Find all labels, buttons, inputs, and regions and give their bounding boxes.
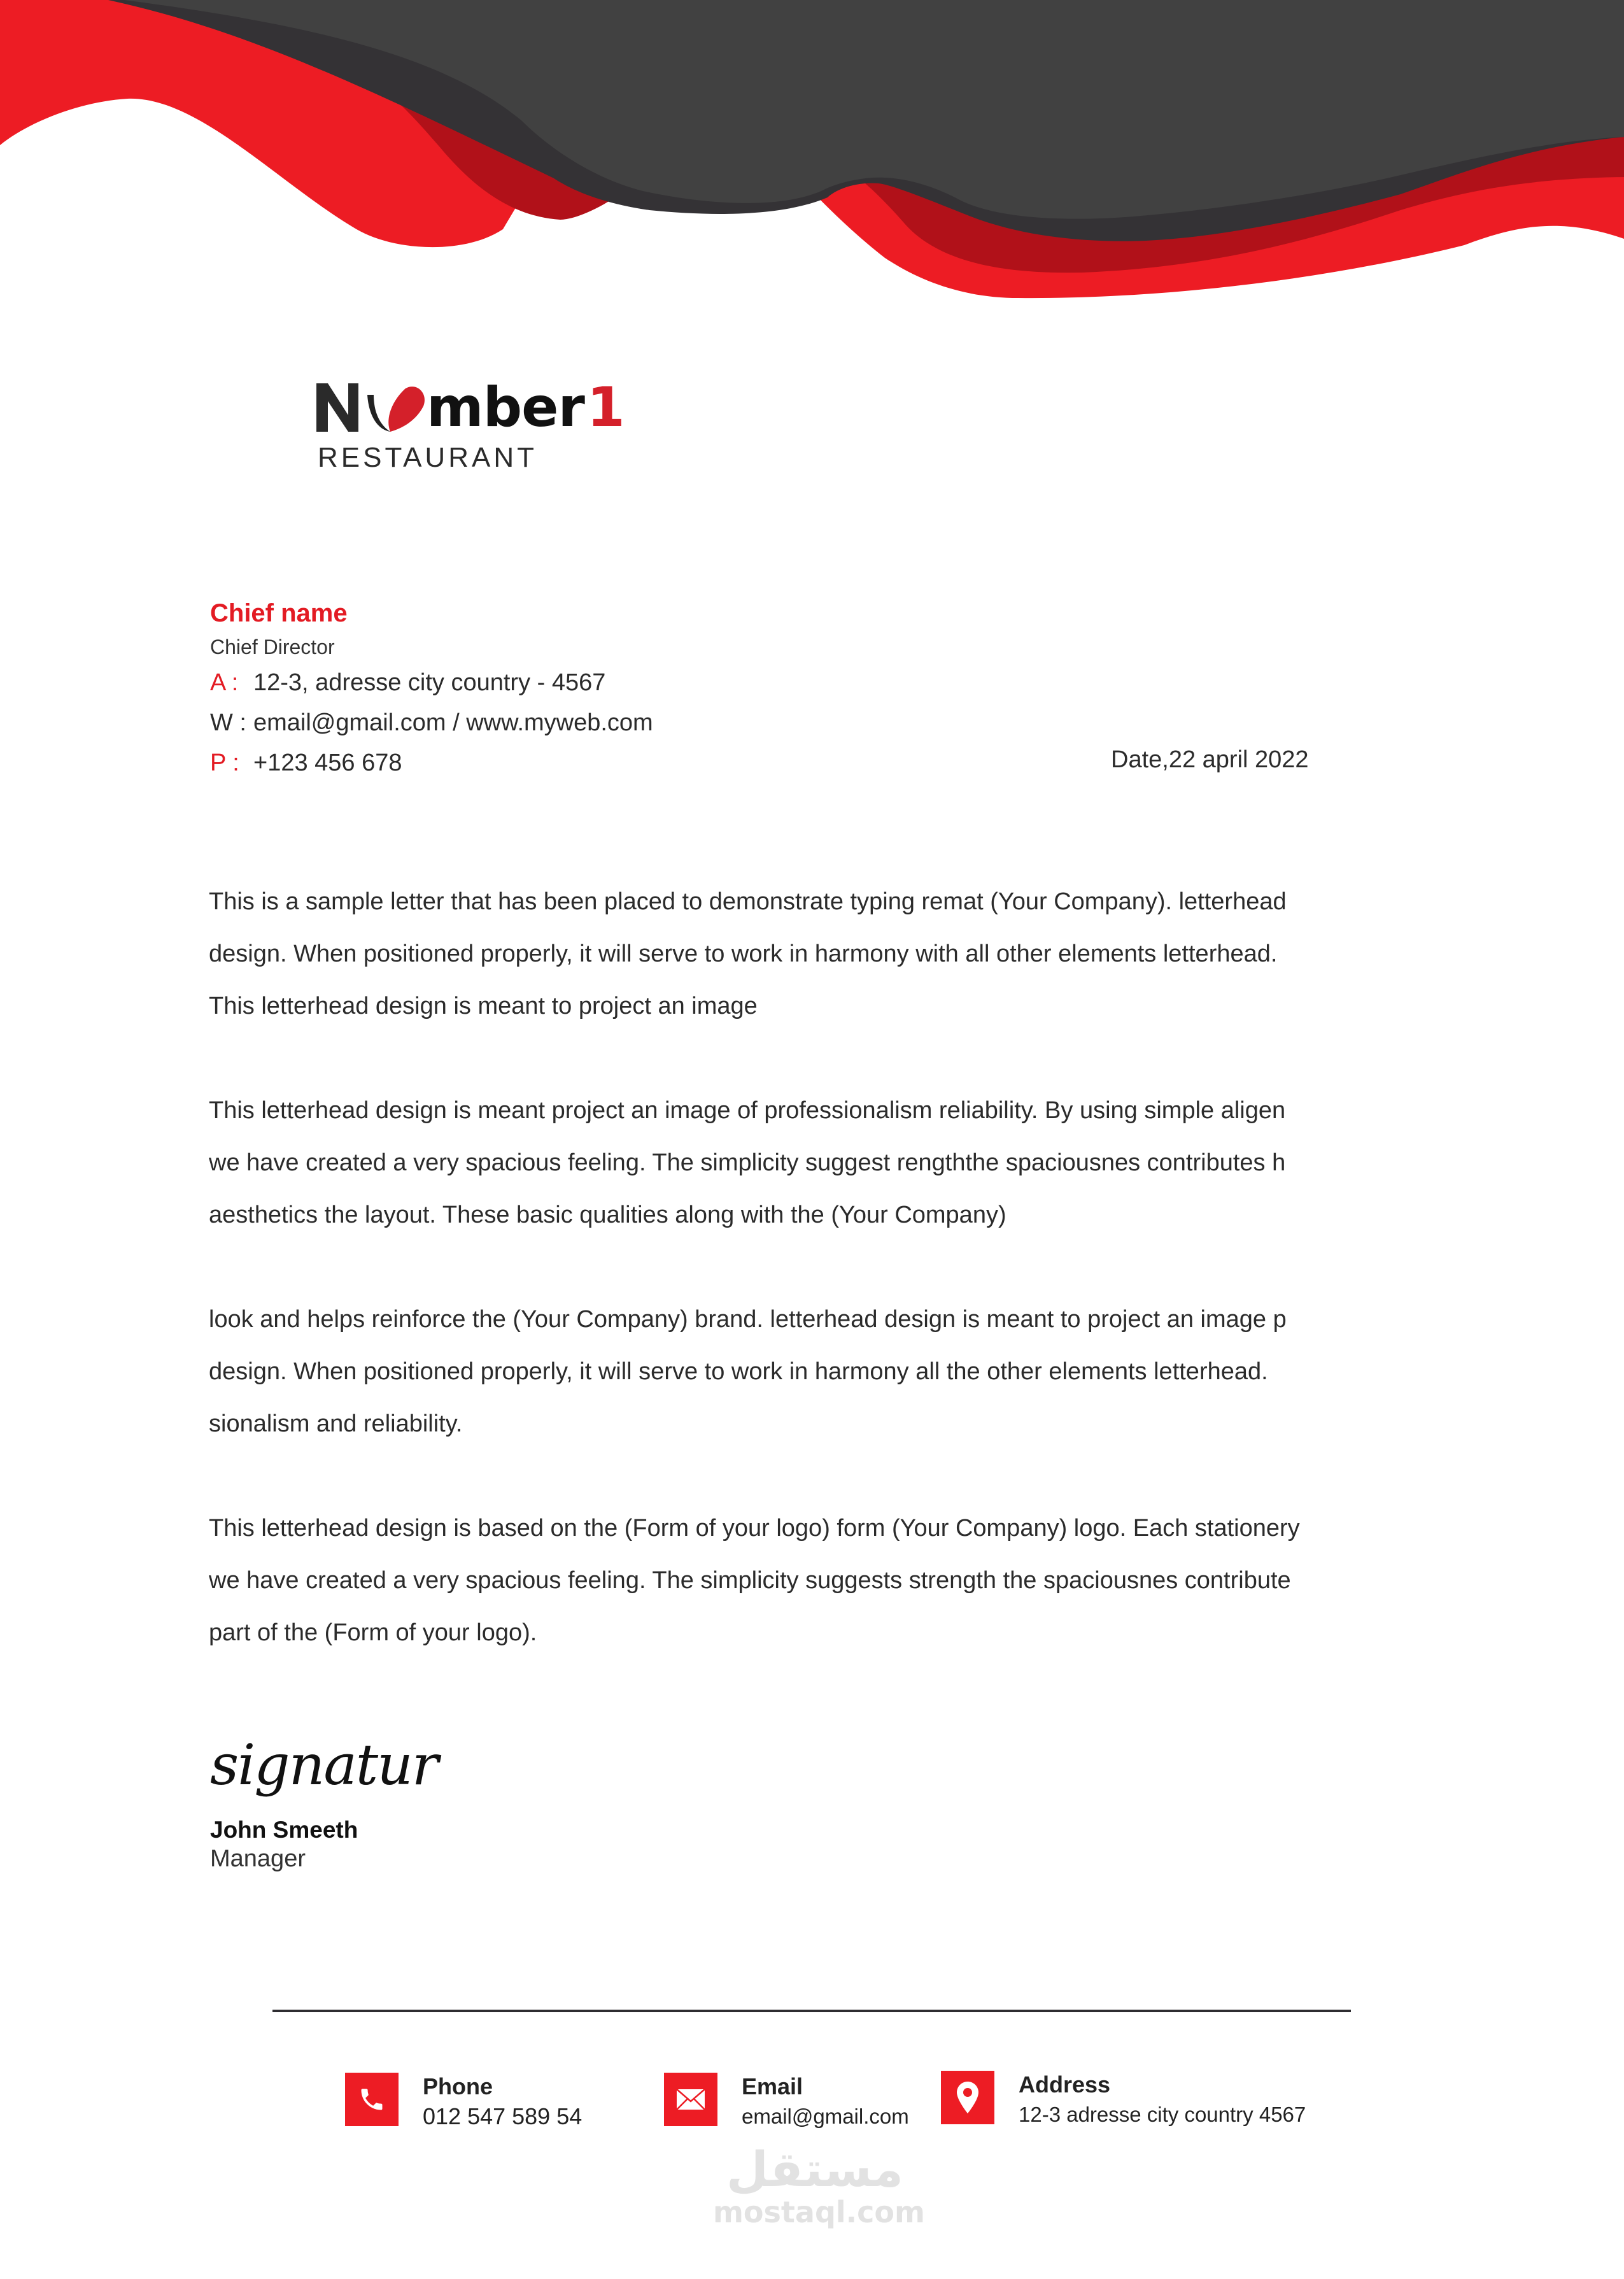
phone-value: +123 456 678 [253, 749, 402, 776]
letter-body [209, 876, 1457, 1711]
paragraph-line: we have created a very spacious feeling. The simplicity suggests strength the spaciousnes contribute [209, 1567, 1291, 1594]
sender-title: Chief Director [210, 635, 335, 658]
paragraph-line: design. When positioned properly, it will serve to work in harmony with all other elements letterhead. [209, 941, 1278, 967]
paragraph [209, 1502, 1457, 1659]
envelope-icon [664, 2073, 717, 2126]
sender-phone [210, 743, 653, 783]
footer-phone-label: Phone [423, 2073, 493, 2099]
paragraph-line: aesthetics the layout. These basic qualities along with the (Your Company) [209, 1202, 1006, 1228]
watermark-arabic: مستقل [726, 2141, 903, 2197]
footer-email-value[interactable]: email@gmail.com [742, 2105, 909, 2128]
logo-wordmark [315, 376, 625, 439]
footer-phone-value: 012 547 589 54 [423, 2103, 583, 2129]
footer-address-text [1019, 2071, 1306, 2131]
paragraph [209, 1084, 1457, 1241]
logo-subtitle: RESTAURANT [318, 442, 537, 473]
paragraph-line: This is a sample letter that has been placed to demonstrate typing remat (Your Company). letterhead [209, 888, 1287, 915]
logo-n-u-glyph-icon [315, 382, 427, 433]
footer-address-value: 12-3 adresse city country 4567 [1019, 2103, 1306, 2126]
footer-phone [345, 2073, 582, 2133]
sender-block [210, 595, 653, 783]
paragraph-line: This letterhead design is meant to project an image [209, 993, 758, 1019]
paragraph-line: This letterhead design is based on the (Form of your logo) form (Your Company) logo. Each stationery [209, 1515, 1300, 1542]
footer-email [664, 2073, 909, 2133]
sender-web [210, 703, 653, 743]
web-value[interactable]: email@gmail.com / www.myweb.com [253, 709, 653, 736]
paragraph-line: sionalism and reliability. [209, 1410, 463, 1437]
paragraph-line: part of the (Form of your logo). [209, 1619, 537, 1646]
paragraph-line: This letterhead design is meant project an image of professionalism reliability. By using simple aligen [209, 1097, 1286, 1124]
signer-role: Manager [210, 1845, 306, 1872]
letter-date: Date,22 april 2022 [1111, 746, 1309, 773]
paragraph-line: look and helps reinforce the (Your Company) brand. letterhead design is meant to project an image p [209, 1306, 1287, 1333]
paragraph [209, 876, 1457, 1032]
sender-name: Chief name [210, 599, 348, 627]
footer-email-label: Email [742, 2073, 803, 2099]
footer-address-label: Address [1019, 2071, 1111, 2098]
paragraph-line: we have created a very spacious feeling. The simplicity suggest rengththe spaciousnes contributes h [209, 1149, 1286, 1176]
footer-email-text [742, 2073, 909, 2133]
phone-icon [345, 2073, 399, 2126]
address-value: 12-3, adresse city country - 4567 [253, 669, 606, 696]
logo-word-part: mber [427, 376, 584, 439]
watermark [713, 2141, 925, 2229]
phone-label: P : [210, 749, 239, 776]
map-pin-icon [941, 2071, 994, 2124]
header-wave-decoration [0, 0, 1624, 318]
address-label: A : [210, 669, 239, 696]
sender-address [210, 663, 653, 703]
web-label: W : [210, 709, 246, 736]
signer-name: John Smeeth [210, 1817, 358, 1843]
logo-number-one: 1 [586, 376, 625, 439]
company-logo [315, 376, 625, 474]
paragraph [209, 1293, 1457, 1450]
footer-address [941, 2071, 1306, 2131]
footer-divider [272, 2010, 1351, 2012]
footer-phone-text [423, 2073, 582, 2133]
paragraph-line: design. When positioned properly, it will serve to work in harmony all the other elements letterhead. [209, 1358, 1268, 1385]
signature-script: signatur [210, 1732, 437, 1798]
watermark-latin: mostaql.com [713, 2195, 925, 2229]
